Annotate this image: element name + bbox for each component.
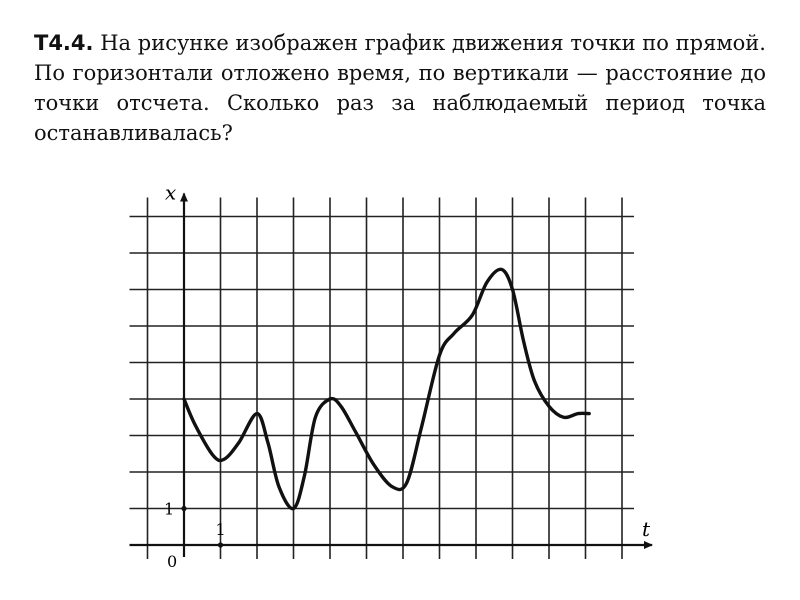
origin-label: 0: [167, 552, 178, 571]
problem-text: На рисунке изображен график движения точки по прямой. По горизонтали отложено время, по вертикали — расстояние до точки отсчета. Сколько раз за наблюдаемый период точка останавливалась?: [34, 31, 766, 145]
axis-labels: [164, 181, 651, 571]
y-unit-tick-mark: [181, 506, 186, 511]
x-unit-tick-label: 1: [164, 499, 175, 519]
grid: [130, 198, 635, 559]
axes: [130, 194, 653, 557]
x-axis-label: x: [165, 180, 177, 205]
problem-number: Т4.4.: [34, 31, 94, 55]
t-unit-tick-label: 1: [215, 520, 226, 539]
x-unit-tick-mark: [218, 542, 223, 547]
t-axis-label: t: [642, 517, 651, 541]
